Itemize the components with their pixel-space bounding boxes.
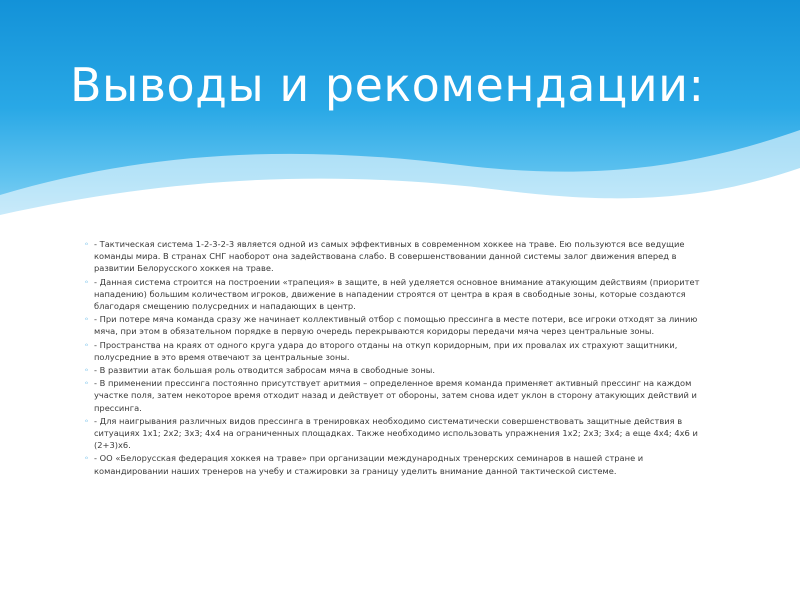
bullet-marker-icon: ◦: [84, 378, 89, 389]
bullet-text: - Пространства на краях от одного круга удара до второго отданы на откуп коридорным, при их провалах их страхуют защитники, полусредние в это время отвечают за центральные зоны.: [94, 339, 678, 362]
bullet-marker-icon: ◦: [84, 239, 89, 249]
slide-title: Выводы и рекомендации:: [70, 58, 705, 112]
bullet-text: - При потере мяча команда сразу же начинает коллективный отбор с помощью прессинга в месте потери, все игроки отходят за линию мяча, при этом в обязательном порядке в первую очередь перекрываются коридоры передачи мяча через центральные зоны.: [94, 314, 698, 337]
bullet-text: - В применении прессинга постоянно присутствует аритмия – определенное время команда применяет активный прессинг на каждом участке поля, затем некоторое время отходит назад и действует от обороны, затем снова идет уклон в сторону атакующих действий и прессинга.: [94, 378, 697, 413]
wave-decoration: [0, 120, 800, 250]
bullet-text: - Данная система строится на построении «трапеция» в защите, в ней уделяется основное внимание атакующим действиям (приоритет нападению) большим количеством игроков, движение в нападении строятся от центра в края в свободные зоны, которые создаются благодаря смещению полусредних и нападающих в центр.: [94, 276, 700, 312]
bullet-item: [84, 364, 714, 376]
bullet-item: [84, 452, 714, 476]
bullet-item: [84, 238, 714, 275]
bullet-list: [84, 238, 714, 478]
bullet-marker-icon: ◦: [84, 339, 89, 350]
bullet-item: [84, 377, 714, 414]
bullet-item: [84, 276, 714, 313]
bullet-marker-icon: ◦: [84, 415, 89, 426]
bullet-item: [84, 339, 714, 363]
bullet-marker-icon: ◦: [84, 453, 89, 464]
bullet-item: [84, 313, 714, 337]
bullet-text: - ОО «Белорусская федерация хоккея на траве» при организации международных тренерских семинаров в нашей стране и командировании наших тренеров на учебу и стажировки за границу уделить внимание данной тактической системе.: [94, 453, 644, 476]
bullet-text: - В развитии атак большая роль отводится забросам мяча в свободные зоны.: [94, 365, 435, 376]
bullet-text: - Тактическая система 1-2-3-2-3 является одной из самых эффективных в современном хоккее на траве. Ею пользуются все ведущие команды мира. В странах СНГ наоборот она задействована слабо. В совершенствовании данной системы залог движения вперед в развитии Белорусского хоккея на траве.: [94, 239, 685, 274]
bullet-marker-icon: ◦: [84, 314, 89, 325]
bullet-item: [84, 415, 714, 452]
bullet-marker-icon: ◦: [84, 365, 89, 376]
bullet-text: - Для наигрывания различных видов прессинга в тренировках необходимо систематически совершенствовать защитные действия в ситуациях 1х1; 2х2; 3х3; 4х4 на ограниченных площадках. Также необходимо использовать упражнения 1х2; 2х3; 3х4; а еще 4х4; 4х6 и (2+3)х6.: [94, 415, 698, 451]
bullet-marker-icon: ◦: [84, 276, 89, 287]
